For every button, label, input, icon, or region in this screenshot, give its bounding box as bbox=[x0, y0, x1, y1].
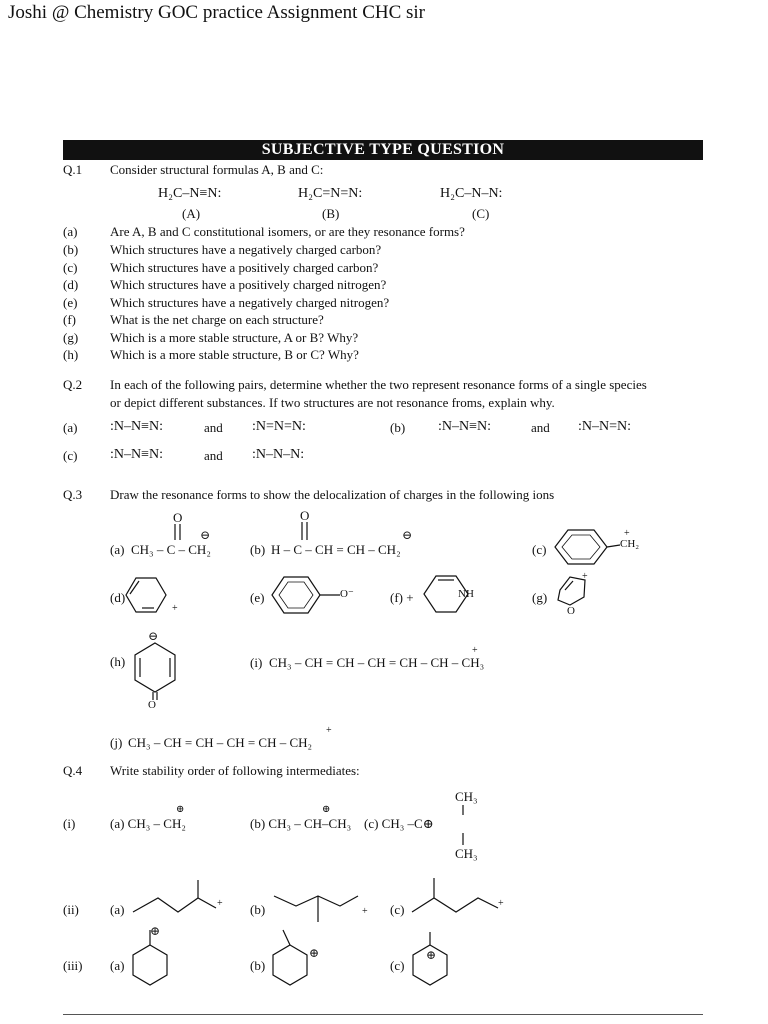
q3g-label: (g) bbox=[532, 590, 548, 605]
q1-part-f-text: What is the net charge on each structure? bbox=[110, 312, 324, 327]
q3h-ring bbox=[135, 643, 175, 700]
q4-row-ii-c-charge: + bbox=[498, 898, 504, 909]
q3e-benzene-ring bbox=[272, 577, 340, 613]
q3e-label: (e) bbox=[250, 590, 265, 605]
q2-pair-c-and: and bbox=[204, 448, 223, 463]
q2-pair-c-first: :N–N≡N: bbox=[110, 447, 164, 462]
q4-row-ii-c: (c) bbox=[390, 902, 405, 917]
q1-part-f-label: (f) bbox=[63, 312, 76, 327]
q1-structure-b: H₂C=N=N: bbox=[298, 186, 363, 201]
q3g-ring bbox=[558, 577, 585, 605]
q2-prompt-line1: In each of the following pairs, determine whether the two represent resonance forms of a single species bbox=[110, 377, 647, 392]
q3c-substituent: CH₂ bbox=[620, 538, 640, 550]
q4-row-i-a: (a) CH₃ – CH₂ bbox=[110, 816, 186, 831]
q4-row-ii-a-charge: + bbox=[217, 898, 223, 909]
q3h-ring-atom: O bbox=[148, 699, 156, 711]
q3c-charge: + bbox=[624, 528, 630, 539]
q1-part-b-text: Which structures have a negatively charged carbon? bbox=[110, 242, 382, 257]
q2-pair-c-label: (c) bbox=[63, 448, 78, 463]
q1-part-h-text: Which is a more stable structure, B or C? Why? bbox=[110, 347, 359, 362]
q4-row-ii-b-charge: + bbox=[362, 906, 368, 917]
q3d-label: (d) bbox=[110, 590, 126, 605]
q4-row-iii-c: (c) bbox=[390, 958, 405, 973]
q4-iii-a-ring bbox=[133, 930, 167, 985]
q2-pair-c-second: :N–N–N: bbox=[252, 447, 305, 462]
q4-row-i-label: (i) bbox=[63, 816, 76, 831]
q3a-oxygen: O bbox=[173, 510, 183, 525]
q3f-ring bbox=[424, 576, 468, 612]
q1-part-c-label: (c) bbox=[63, 260, 78, 275]
q1-part-b-label: (b) bbox=[63, 242, 79, 257]
q1-number: Q.1 bbox=[63, 162, 83, 177]
q4-row-i-c-top: CH₃ bbox=[455, 789, 478, 804]
section-banner: SUBJECTIVE TYPE QUESTION bbox=[63, 140, 703, 160]
q4-row-i-c: (c) CH₃ –C⊕ bbox=[364, 816, 434, 831]
q4-ii-b-skeleton bbox=[274, 896, 358, 922]
q2-prompt-line2: or depict different substances. If two structures are not resonance froms, explain why. bbox=[110, 395, 555, 410]
page-header: Joshi @ Chemistry GOC practice Assignment CHC sir bbox=[8, 2, 426, 23]
q3i-formula: CH₃ – CH = CH – CH = CH – CH – CH₃ bbox=[269, 655, 485, 670]
q4-ii-a-skeleton bbox=[133, 880, 216, 912]
q3j-label: (j) bbox=[110, 735, 123, 750]
q3b-formula: H – C – CH = CH – CH₂ bbox=[271, 542, 401, 557]
q1-part-e-text: Which structures have a negatively charged nitrogen? bbox=[110, 295, 390, 310]
q4-row-iii-a-charge: ⊕ bbox=[150, 924, 161, 938]
footer-rule bbox=[63, 1014, 703, 1015]
q3c-benzene-ring bbox=[555, 530, 620, 564]
q3a-carbonyl-bond bbox=[175, 524, 180, 540]
q1-label-a: (A) bbox=[182, 206, 201, 221]
q1-part-e-label: (e) bbox=[63, 295, 78, 310]
q3e-substituent: O⁻ bbox=[340, 588, 354, 600]
q2-pair-b-label: (b) bbox=[390, 420, 406, 435]
q3j-formula: CH₃ – CH = CH – CH = CH – CH₂ bbox=[128, 735, 313, 750]
q1-structure-c: H₂C–N–N: bbox=[440, 186, 503, 201]
q1-part-g-label: (g) bbox=[63, 330, 79, 345]
q3a-label: (a) bbox=[110, 542, 125, 557]
q3a-formula: CH₃ – C – CH₂ bbox=[131, 542, 211, 557]
q3d-ring bbox=[126, 578, 166, 612]
q4-row-iii-b-charge: ⊕ bbox=[309, 946, 320, 960]
q2-pair-a-label: (a) bbox=[63, 420, 78, 435]
q4-row-ii-label: (ii) bbox=[63, 902, 79, 917]
q4-prompt: Write stability order of following intermediates: bbox=[110, 763, 360, 778]
q1-structure-a: H₂C–N≡N: bbox=[158, 186, 222, 201]
q3a-charge: ⊖ bbox=[200, 528, 211, 542]
q1-part-d-text: Which structures have a positively charged nitrogen? bbox=[110, 277, 387, 292]
q1-prompt: Consider structural formulas A, B and C: bbox=[110, 162, 324, 177]
q4-row-i-a-charge: ⊕ bbox=[176, 804, 185, 815]
q4-row-ii-b: (b) bbox=[250, 902, 266, 917]
q1-label-c: (C) bbox=[472, 206, 490, 221]
q3g-ring-atom: O bbox=[567, 605, 575, 617]
q1-part-a-label: (a) bbox=[63, 224, 78, 239]
q2-pair-a-and: and bbox=[204, 420, 223, 435]
q4-row-iii-a: (a) bbox=[110, 958, 125, 973]
q3b-carbonyl-bond bbox=[302, 522, 307, 540]
q2-pair-a-second: :N=N=N: bbox=[252, 419, 306, 434]
q3g-charge: + bbox=[582, 571, 588, 582]
q3j-charge: + bbox=[326, 725, 332, 736]
q3f-ring-atom: NH bbox=[458, 588, 474, 600]
q3-prompt: Draw the resonance forms to show the delocalization of charges in the following ions bbox=[110, 487, 555, 502]
q2-number: Q.2 bbox=[63, 377, 83, 392]
q3i-label: (i) bbox=[250, 655, 263, 670]
q3b-oxygen: O bbox=[300, 508, 310, 523]
q3h-charge: ⊖ bbox=[148, 629, 159, 643]
q2-pair-b-first: :N–N≡N: bbox=[438, 419, 492, 434]
q4-iii-c-ring bbox=[413, 932, 447, 985]
q3-number: Q.3 bbox=[63, 487, 83, 502]
q2-pair-a-first: :N–N≡N: bbox=[110, 419, 164, 434]
q3h-label: (h) bbox=[110, 654, 126, 669]
q4-row-i-b-charge: ⊕ bbox=[322, 804, 331, 815]
q4-row-iii-label: (iii) bbox=[63, 958, 83, 973]
q1-part-a-text: Are A, B and C constitutional isomers, or are they resonance forms? bbox=[110, 224, 465, 239]
q3d-charge: + bbox=[172, 603, 178, 614]
q4-row-i-c-bottom: CH₃ bbox=[455, 846, 478, 861]
q4-iii-b-ring bbox=[273, 930, 307, 985]
q4-ii-c-skeleton bbox=[412, 878, 498, 912]
q4-row-iii-b: (b) bbox=[250, 958, 266, 973]
q3f-label: (f) + bbox=[390, 590, 414, 605]
q1-label-b: (B) bbox=[322, 206, 340, 221]
q4-number: Q.4 bbox=[63, 763, 83, 778]
q3b-charge: ⊖ bbox=[402, 528, 413, 542]
q1-part-h-label: (h) bbox=[63, 347, 79, 362]
q1-part-g-text: Which is a more stable structure, A or B? Why? bbox=[110, 330, 359, 345]
q3i-charge: + bbox=[472, 645, 478, 656]
q4-row-i-b: (b) CH₃ – CH–CH₃ bbox=[250, 816, 352, 831]
q4-row-ii-a: (a) bbox=[110, 902, 125, 917]
q1-part-c-text: Which structures have a positively charged carbon? bbox=[110, 260, 379, 275]
q2-pair-b-and: and bbox=[531, 420, 550, 435]
q3b-label: (b) bbox=[250, 542, 266, 557]
q1-part-d-label: (d) bbox=[63, 277, 79, 292]
q3c-label: (c) bbox=[532, 542, 547, 557]
q4-row-iii-c-charge: ⊕ bbox=[426, 948, 437, 962]
q2-pair-b-second: :N–N=N: bbox=[578, 419, 632, 434]
